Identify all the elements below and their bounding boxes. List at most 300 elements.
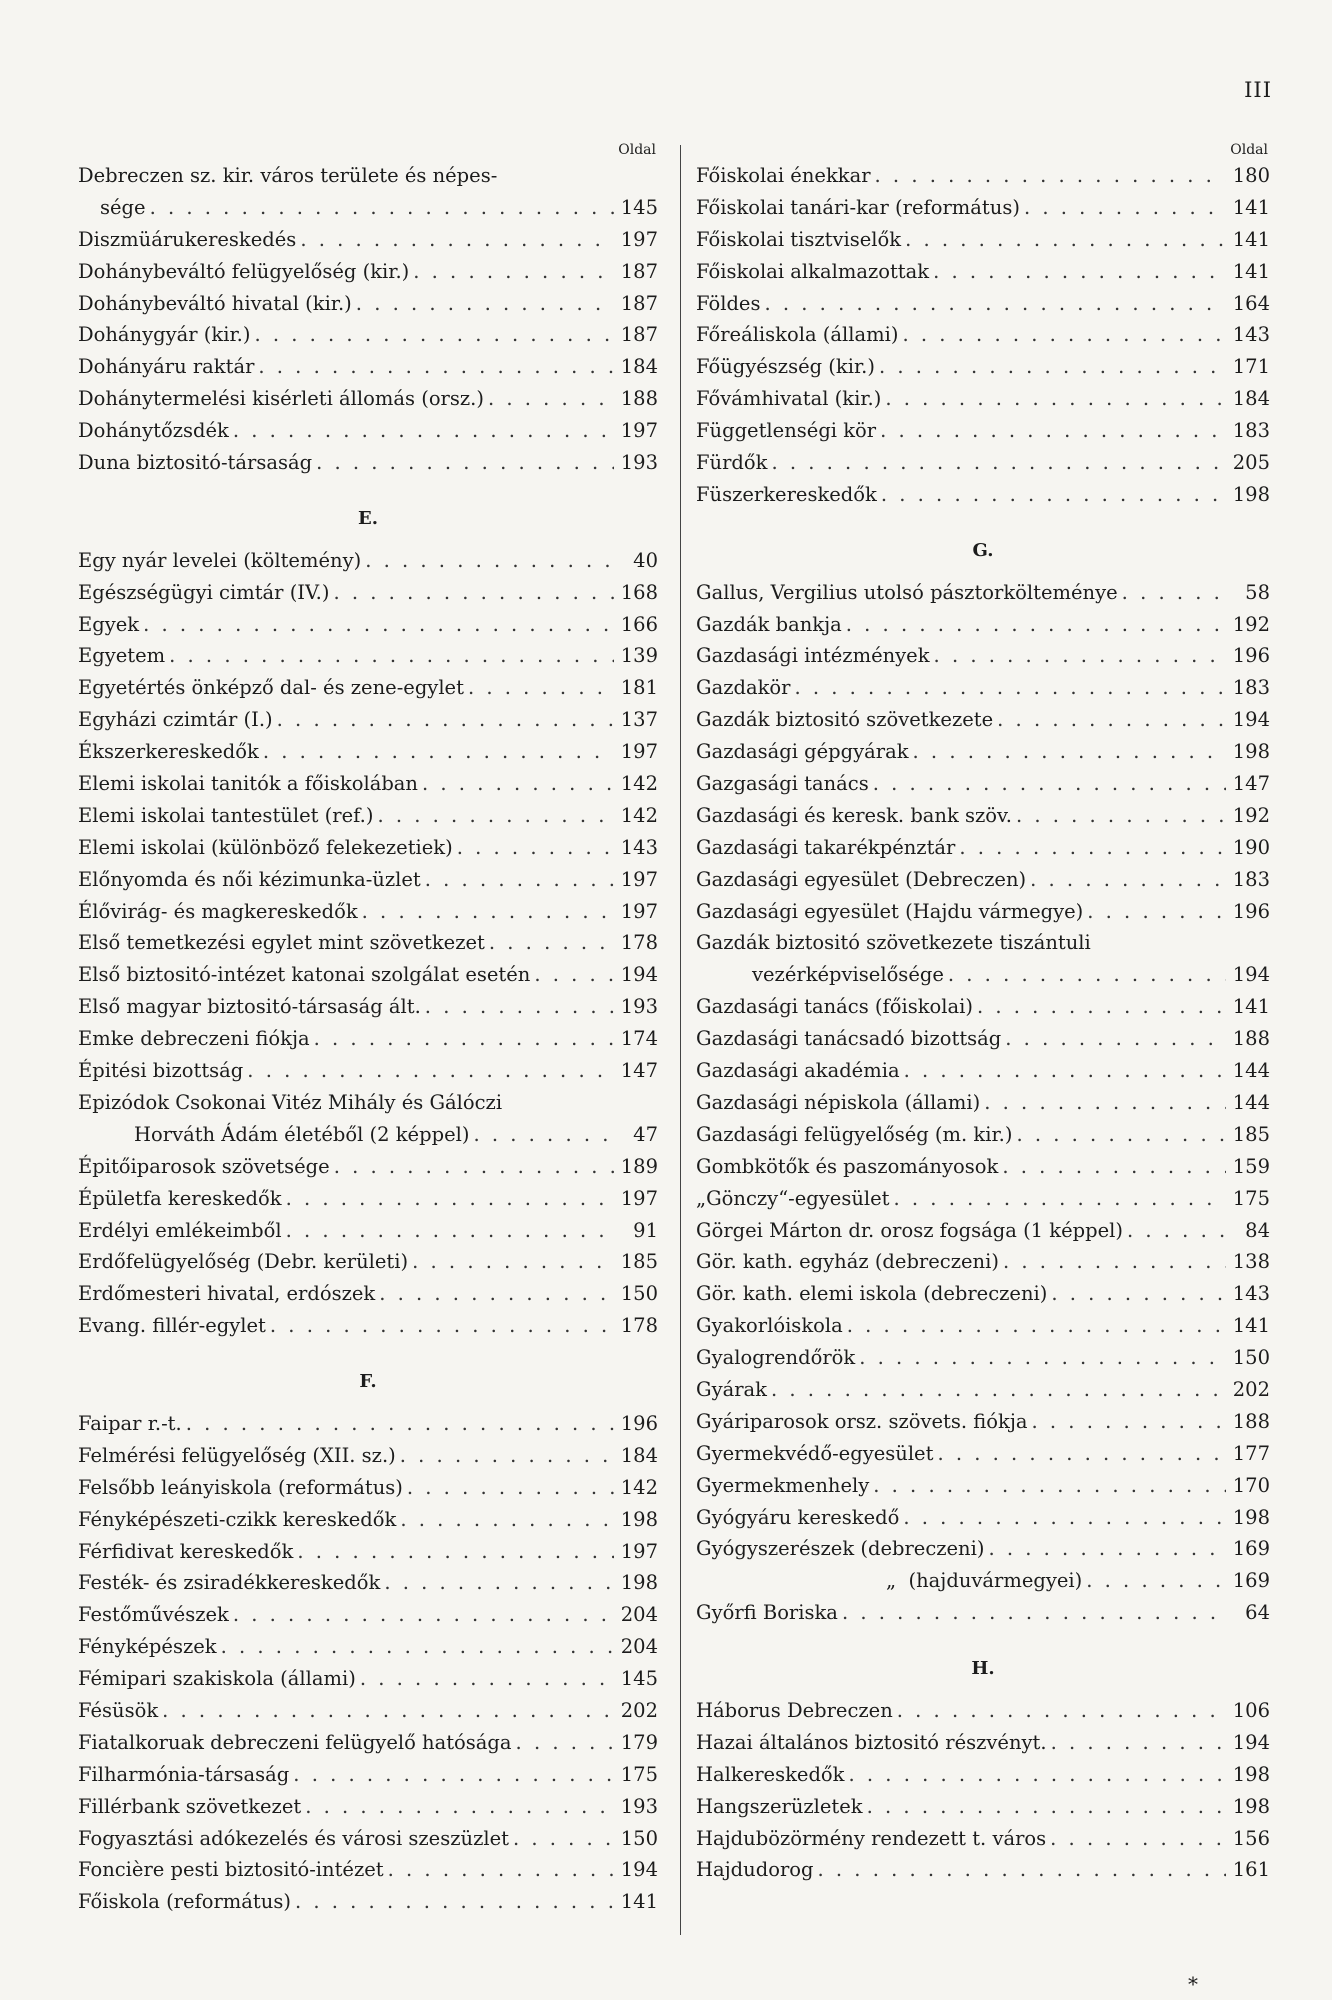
index-entry bbox=[78, 447, 658, 479]
index-entry bbox=[78, 896, 658, 928]
leader-dots bbox=[847, 1310, 1226, 1342]
section-gap bbox=[696, 1685, 1270, 1695]
entry-page-number: 141 bbox=[1232, 259, 1270, 283]
index-entry bbox=[78, 1886, 658, 1918]
leader-dots bbox=[400, 1440, 614, 1472]
entry-page-number: 198 bbox=[1232, 1505, 1270, 1529]
entry-page-number: 193 bbox=[620, 451, 658, 475]
entry-page-number: 196 bbox=[1232, 644, 1270, 668]
entry-title: Főiskolai tanári-kar (református) bbox=[696, 195, 1020, 219]
index-entry bbox=[78, 192, 658, 224]
entry-page-number: 184 bbox=[620, 355, 658, 379]
entry-title: Férfidivat kereskedők bbox=[78, 1539, 294, 1563]
entry-title: Fésüsök bbox=[78, 1698, 159, 1722]
index-entry bbox=[78, 1536, 658, 1568]
entry-page-number: 197 bbox=[620, 1539, 658, 1563]
section-letter: F. bbox=[359, 1371, 377, 1393]
entry-page-number: 194 bbox=[1232, 1730, 1270, 1754]
entry-title: Fővámhivatal (kir.) bbox=[696, 387, 882, 411]
leader-dots bbox=[880, 415, 1226, 447]
leader-dots bbox=[413, 256, 614, 288]
leader-dots bbox=[300, 224, 614, 256]
leader-dots bbox=[297, 1536, 614, 1568]
entry-title: Gazdakör bbox=[696, 676, 791, 700]
entry-title: Egyek bbox=[78, 612, 140, 636]
index-entry bbox=[696, 1470, 1270, 1502]
column-header-left: Oldal bbox=[618, 142, 656, 158]
entry-page-number: 175 bbox=[1232, 1186, 1270, 1210]
entry-page-number: 198 bbox=[620, 1571, 658, 1595]
entry-page-number: 198 bbox=[1232, 1762, 1270, 1786]
leader-dots bbox=[849, 1759, 1227, 1791]
entry-title: Foncière pesti biztositó-intézet bbox=[78, 1858, 384, 1882]
entry-page-number: 139 bbox=[620, 644, 658, 668]
entry-page-number: 198 bbox=[1232, 482, 1270, 506]
entry-title: Halkereskedők bbox=[696, 1762, 845, 1786]
entry-page-number: 156 bbox=[1232, 1826, 1270, 1850]
entry-title: Hajdudorog bbox=[696, 1858, 814, 1882]
index-entry bbox=[696, 1087, 1270, 1119]
entry-title: Fényképészek bbox=[78, 1635, 217, 1659]
entry-title: Győrfi Boriska bbox=[696, 1601, 838, 1625]
index-entry bbox=[696, 1759, 1270, 1791]
index-entry bbox=[78, 736, 658, 768]
entry-page-number: 187 bbox=[620, 323, 658, 347]
leader-dots bbox=[1122, 577, 1226, 609]
leader-dots bbox=[365, 545, 614, 577]
entry-page-number: 188 bbox=[1232, 1409, 1270, 1433]
leader-dots bbox=[286, 1215, 614, 1247]
index-entry bbox=[696, 1310, 1270, 1342]
entry-page-number: 141 bbox=[1232, 995, 1270, 1019]
leader-dots bbox=[379, 1278, 614, 1310]
column-header-right: Oldal bbox=[1230, 142, 1268, 158]
entry-page-number: 196 bbox=[1232, 899, 1270, 923]
leader-dots bbox=[771, 1374, 1226, 1406]
entry-page-number: 198 bbox=[1232, 740, 1270, 764]
leader-dots bbox=[1016, 1119, 1226, 1151]
section-gap bbox=[78, 479, 658, 503]
entry-page-number: 169 bbox=[1232, 1569, 1270, 1593]
index-entry bbox=[696, 224, 1270, 256]
index-entry bbox=[78, 577, 658, 609]
entry-page-number: 161 bbox=[1232, 1858, 1270, 1882]
entry-page-number: 185 bbox=[620, 1250, 658, 1274]
entry-page-number: 143 bbox=[1232, 1282, 1270, 1306]
entry-page-number: 47 bbox=[633, 1122, 658, 1146]
leader-dots bbox=[457, 832, 614, 864]
entry-title: Egyetértés önképző dal- és zene-egylet bbox=[78, 676, 464, 700]
leader-dots bbox=[842, 1597, 1226, 1629]
index-entry bbox=[696, 1695, 1270, 1727]
entry-page-number: 145 bbox=[620, 1667, 658, 1691]
index-entry bbox=[696, 1502, 1270, 1534]
leader-dots bbox=[894, 1183, 1226, 1215]
leader-dots bbox=[1024, 192, 1226, 224]
index-entry bbox=[78, 1631, 658, 1663]
entry-title: Gazdasági népiskola (állami) bbox=[696, 1090, 981, 1114]
entry-title: Gyermekmenhely bbox=[696, 1473, 870, 1497]
index-entry bbox=[78, 256, 658, 288]
entry-title: Háborus Debreczen bbox=[696, 1698, 893, 1722]
index-entry bbox=[78, 1567, 658, 1599]
index-entry bbox=[696, 704, 1270, 736]
entry-title: Faipar r.-t. bbox=[78, 1411, 182, 1435]
index-list-left bbox=[78, 160, 658, 1918]
index-entry bbox=[78, 1472, 658, 1504]
index-entry bbox=[696, 447, 1270, 479]
entry-page-number: 166 bbox=[620, 612, 658, 636]
index-entry bbox=[696, 1342, 1270, 1374]
index-entry bbox=[696, 383, 1270, 415]
entry-title: Épitőiparosok szövetsége bbox=[78, 1154, 330, 1178]
index-entry bbox=[696, 991, 1270, 1023]
entry-title: Felmérési felügyelőség (XII. sz.) bbox=[78, 1443, 396, 1467]
entry-page-number: 170 bbox=[1232, 1473, 1270, 1497]
index-column-left bbox=[78, 140, 658, 1918]
entry-page-number: 184 bbox=[1232, 387, 1270, 411]
leader-dots bbox=[233, 1599, 614, 1631]
entry-title: Első magyar biztositó-társaság ált. bbox=[78, 995, 421, 1019]
leader-dots bbox=[150, 192, 614, 224]
leader-dots bbox=[468, 672, 614, 704]
entry-page-number: 183 bbox=[1232, 419, 1270, 443]
entry-title: Dohányáru raktár bbox=[78, 355, 255, 379]
leader-dots bbox=[933, 256, 1226, 288]
index-entry bbox=[696, 1246, 1270, 1278]
section-gap bbox=[78, 1398, 658, 1408]
entry-page-number: 179 bbox=[620, 1730, 658, 1754]
entry-title: Gazdasági tanács (főiskolai) bbox=[696, 995, 973, 1019]
entry-page-number: 193 bbox=[620, 995, 658, 1019]
leader-dots bbox=[988, 1533, 1226, 1565]
index-entry bbox=[78, 1119, 658, 1151]
leader-dots bbox=[794, 672, 1226, 704]
index-entry bbox=[696, 1597, 1270, 1629]
entry-title: Fémipari szakiskola (állami) bbox=[78, 1667, 356, 1691]
leader-dots bbox=[360, 1663, 614, 1695]
index-entry bbox=[78, 1023, 658, 1055]
index-entry bbox=[696, 256, 1270, 288]
leader-dots bbox=[948, 959, 1226, 991]
leader-dots bbox=[881, 479, 1226, 511]
entry-title: Gör. kath. egyház (debreczeni) bbox=[696, 1250, 999, 1274]
entry-title: Főiskolai énekkar bbox=[696, 164, 871, 187]
entry-title: Gyáriparosok orsz. szövets. fiókja bbox=[696, 1409, 1028, 1433]
leader-dots bbox=[905, 224, 1226, 256]
entry-title: Erdőmesteri hivatal, erdószek bbox=[78, 1282, 376, 1306]
entry-title: Első temetkezési egylet mint szövetkezet bbox=[78, 931, 485, 955]
entry-title: Evang. fillér-egylet bbox=[78, 1314, 266, 1338]
entry-title: Egyházi czimtár (I.) bbox=[78, 708, 273, 732]
index-entry bbox=[78, 609, 658, 641]
leader-dots bbox=[902, 319, 1226, 351]
index-entry bbox=[696, 1438, 1270, 1470]
entry-title: Emke debreczeni fiókja bbox=[78, 1027, 310, 1051]
entry-page-number: 58 bbox=[1245, 580, 1270, 604]
leader-dots bbox=[270, 1310, 614, 1342]
entry-title: Fényképészeti-czikk kereskedők bbox=[78, 1507, 397, 1531]
leader-dots bbox=[879, 351, 1226, 383]
leader-dots bbox=[771, 447, 1226, 479]
index-entry bbox=[78, 959, 658, 991]
entry-title: Főiskola (református) bbox=[78, 1890, 291, 1914]
entry-page-number: 187 bbox=[620, 291, 658, 315]
index-entry bbox=[696, 832, 1270, 864]
leader-dots bbox=[425, 864, 614, 896]
entry-page-number: 188 bbox=[1232, 1027, 1270, 1051]
entry-title: Gazdasági takarékpénztár bbox=[696, 835, 956, 859]
entry-page-number: 198 bbox=[1232, 1794, 1270, 1818]
entry-page-number: 180 bbox=[1232, 164, 1270, 187]
index-entry bbox=[696, 1119, 1270, 1151]
entry-page-number: 204 bbox=[620, 1603, 658, 1627]
entry-title: Fogyasztási adókezelés és városi szeszüzlet bbox=[78, 1826, 509, 1850]
leader-dots bbox=[305, 1791, 614, 1823]
index-entry bbox=[78, 768, 658, 800]
entry-page-number: 178 bbox=[620, 1314, 658, 1338]
leader-dots bbox=[286, 1183, 614, 1215]
entry-page-number: 197 bbox=[620, 740, 658, 764]
section-gap bbox=[696, 567, 1270, 577]
leader-dots bbox=[534, 959, 614, 991]
entry-title: Gazgasági tanács bbox=[696, 772, 869, 796]
leader-dots bbox=[997, 704, 1226, 736]
index-entry bbox=[696, 1533, 1270, 1565]
leader-dots bbox=[1002, 1151, 1226, 1183]
entry-title: Elemi iskolai tantestület (ref.) bbox=[78, 803, 374, 827]
entry-page-number: 142 bbox=[620, 1475, 658, 1499]
entry-title: Gazdák biztositó szövetkezete bbox=[696, 708, 994, 732]
entry-title: Gazdasági és keresk. bank szöv. bbox=[696, 803, 1012, 827]
entry-title: Gyógyszerészek (debreczeni) bbox=[696, 1537, 985, 1561]
leader-dots bbox=[293, 1759, 614, 1791]
section-letter: H. bbox=[971, 1658, 995, 1680]
index-entry bbox=[78, 351, 658, 383]
leader-dots bbox=[1005, 1023, 1226, 1055]
entry-title: Dohánybeváltó hivatal (kir.) bbox=[78, 291, 352, 315]
entry-page-number: 141 bbox=[1232, 1314, 1270, 1338]
entry-title: Epizódok Csokonai Vitéz Mihály és Gálóczi bbox=[78, 1090, 503, 1114]
leader-dots bbox=[400, 1504, 614, 1536]
entry-title: Gazdasági egyesület (Hajdu vármegye) bbox=[696, 899, 1084, 923]
leader-dots bbox=[473, 1119, 614, 1151]
entry-title: Fillérbank szövetkezet bbox=[78, 1794, 302, 1818]
entry-title: Épitési bizottság bbox=[78, 1059, 244, 1083]
index-entry bbox=[78, 1246, 658, 1278]
entry-title: Gazdasági akadémia bbox=[696, 1059, 900, 1083]
entry-title: Görgei Márton dr. orosz fogsága (1 képpel) bbox=[696, 1218, 1123, 1242]
entry-page-number: 197 bbox=[620, 867, 658, 891]
index-entry bbox=[78, 1504, 658, 1536]
entry-page-number: 185 bbox=[1232, 1122, 1270, 1146]
entry-page-number: 145 bbox=[620, 195, 658, 219]
index-entry bbox=[696, 1823, 1270, 1855]
entry-title: Horváth Ádám életéből (2 képpel) bbox=[134, 1122, 470, 1146]
entry-page-number: 138 bbox=[1232, 1250, 1270, 1274]
entry-page-number: 194 bbox=[620, 1858, 658, 1882]
entry-page-number: 202 bbox=[620, 1698, 658, 1722]
index-entry bbox=[78, 1599, 658, 1631]
leader-dots bbox=[885, 383, 1226, 415]
entry-page-number: 181 bbox=[620, 676, 658, 700]
leader-dots bbox=[356, 288, 614, 320]
entry-title: Gombkötők és paszományosok bbox=[696, 1154, 999, 1178]
entry-page-number: 197 bbox=[620, 899, 658, 923]
entry-page-number: 141 bbox=[1232, 195, 1270, 219]
index-entry bbox=[696, 160, 1270, 192]
entry-title: Gazdasági gépgyárak bbox=[696, 740, 909, 764]
entry-title: Első biztositó-intézet katonai szolgálat esetén bbox=[78, 963, 531, 987]
index-entry bbox=[696, 415, 1270, 447]
entry-title: Festőművészek bbox=[78, 1603, 229, 1627]
entry-page-number: 106 bbox=[1232, 1698, 1270, 1722]
index-entry bbox=[696, 1278, 1270, 1310]
entry-title: Ékszerkereskedők bbox=[78, 740, 259, 764]
index-entry bbox=[696, 1055, 1270, 1087]
entry-page-number: 193 bbox=[620, 1794, 658, 1818]
leader-dots bbox=[873, 768, 1226, 800]
index-entry bbox=[78, 1695, 658, 1727]
index-entry bbox=[696, 1151, 1270, 1183]
entry-page-number: 184 bbox=[620, 1443, 658, 1467]
entry-title: Gazdák biztositó szövetkezete tiszántuli bbox=[696, 931, 1091, 955]
section-letter: E. bbox=[358, 507, 378, 529]
entry-page-number: 141 bbox=[620, 1890, 658, 1914]
index-entry bbox=[78, 1823, 658, 1855]
leader-dots bbox=[1051, 1727, 1226, 1759]
leader-dots bbox=[1087, 896, 1226, 928]
index-entry bbox=[78, 1759, 658, 1791]
entry-page-number: 188 bbox=[620, 387, 658, 411]
entry-title: Gazdasági felügyelőség (m. kir.) bbox=[696, 1122, 1013, 1146]
entry-title: Elemi iskolai (különböző felekezetiek) bbox=[78, 835, 453, 859]
leader-dots bbox=[934, 640, 1226, 672]
leader-dots bbox=[875, 160, 1226, 192]
index-entry bbox=[696, 1023, 1270, 1055]
entry-title: Főiskolai tisztviselők bbox=[696, 227, 902, 251]
entry-page-number: 147 bbox=[620, 1059, 658, 1083]
entry-title: Dohánybeváltó felügyelőség (kir.) bbox=[78, 259, 410, 283]
entry-title: Előnyomda és női kézimunka-üzlet bbox=[78, 867, 421, 891]
leader-dots bbox=[422, 768, 614, 800]
leader-dots bbox=[277, 704, 614, 736]
page-number: III bbox=[1244, 78, 1272, 102]
entry-title: Gyógyáru kereskedő bbox=[696, 1505, 900, 1529]
entry-page-number: 84 bbox=[1245, 1218, 1270, 1242]
entry-title: Elemi iskolai tanitók a főiskolában bbox=[78, 772, 418, 796]
entry-page-number: 142 bbox=[620, 772, 658, 796]
entry-page-number: 205 bbox=[1232, 451, 1270, 475]
entry-page-number: 159 bbox=[1232, 1154, 1270, 1178]
entry-title: Festék- és zsiradékkereskedők bbox=[78, 1571, 381, 1595]
entry-title: Erdélyi emlékeimből bbox=[78, 1218, 282, 1242]
entry-title: Hajdubözörmény rendezett t. város bbox=[696, 1826, 1047, 1850]
leader-dots bbox=[959, 832, 1226, 864]
entry-page-number: 177 bbox=[1232, 1441, 1270, 1465]
entry-title: Debreczen sz. kir. város területe és népes- bbox=[78, 164, 498, 187]
entry-title: Egészségügyi cimtár (IV.) bbox=[78, 580, 330, 604]
leader-dots bbox=[904, 1055, 1226, 1087]
index-entry bbox=[78, 160, 658, 192]
leader-dots bbox=[314, 1023, 614, 1055]
entry-title: Egyetem bbox=[78, 644, 166, 668]
section-gap bbox=[696, 1629, 1270, 1653]
entry-page-number: 183 bbox=[1232, 867, 1270, 891]
entry-title: Gazdasági tanácsadó bizottság bbox=[696, 1027, 1002, 1051]
entry-title: Hangszerüzletek bbox=[696, 1794, 863, 1818]
leader-dots bbox=[333, 577, 614, 609]
leader-dots bbox=[1016, 800, 1226, 832]
index-entry bbox=[696, 896, 1270, 928]
leader-dots bbox=[263, 736, 614, 768]
entry-title: Gör. kath. elemi iskola (debreczeni) bbox=[696, 1282, 1048, 1306]
entry-page-number: 40 bbox=[633, 548, 658, 572]
index-entry bbox=[78, 1055, 658, 1087]
leader-dots bbox=[937, 1438, 1226, 1470]
index-entry bbox=[696, 479, 1270, 511]
entry-title: Filharmónia-társaság bbox=[78, 1762, 290, 1786]
leader-dots bbox=[1032, 1406, 1227, 1438]
entry-page-number: 190 bbox=[1232, 835, 1270, 859]
entry-title: Hazai általános biztositó részvényt. bbox=[696, 1730, 1047, 1754]
index-entry bbox=[78, 1854, 658, 1886]
entry-page-number: 150 bbox=[620, 1826, 658, 1850]
entry-title: Gyalogrendőrök bbox=[696, 1346, 856, 1370]
entry-page-number: 144 bbox=[1232, 1090, 1270, 1114]
leader-dots bbox=[873, 1470, 1226, 1502]
entry-title: Gazdák bankja bbox=[696, 612, 842, 636]
entry-page-number: 142 bbox=[620, 803, 658, 827]
entry-title: „Gönczy“-egyesület bbox=[696, 1186, 890, 1210]
entry-page-number: 141 bbox=[1232, 227, 1270, 251]
entry-page-number: 137 bbox=[620, 708, 658, 732]
index-entry bbox=[78, 864, 658, 896]
entry-page-number: 144 bbox=[1232, 1059, 1270, 1083]
index-list-right bbox=[696, 160, 1270, 1886]
index-entry bbox=[78, 415, 658, 447]
index-entry bbox=[696, 319, 1270, 351]
entry-title: Gyárak bbox=[696, 1377, 767, 1401]
index-entry bbox=[696, 736, 1270, 768]
entry-page-number: 197 bbox=[620, 1186, 658, 1210]
index-entry bbox=[696, 351, 1270, 383]
leader-dots bbox=[488, 383, 614, 415]
index-entry bbox=[78, 1278, 658, 1310]
index-entry bbox=[78, 1310, 658, 1342]
section-gap bbox=[696, 511, 1270, 535]
index-entry bbox=[78, 1087, 658, 1119]
index-entry bbox=[696, 609, 1270, 641]
index-entry bbox=[78, 800, 658, 832]
index-entry bbox=[78, 383, 658, 415]
entry-title: Földes bbox=[696, 291, 761, 315]
index-entry bbox=[696, 192, 1270, 224]
leader-dots bbox=[1086, 1565, 1226, 1597]
index-entry bbox=[696, 800, 1270, 832]
entry-page-number: 183 bbox=[1232, 676, 1270, 700]
index-entry bbox=[696, 768, 1270, 800]
leader-dots bbox=[1127, 1215, 1226, 1247]
index-entry bbox=[696, 1183, 1270, 1215]
entry-title: Dohánytőzsdék bbox=[78, 419, 229, 443]
entry-title: Fürdők bbox=[696, 451, 768, 475]
entry-title: Dohánygyár (kir.) bbox=[78, 323, 251, 347]
entry-page-number: 164 bbox=[1232, 291, 1270, 315]
entry-title: Főreáliskola (állami) bbox=[696, 323, 899, 347]
section-letter: G. bbox=[972, 539, 994, 561]
entry-page-number: 194 bbox=[1232, 708, 1270, 732]
